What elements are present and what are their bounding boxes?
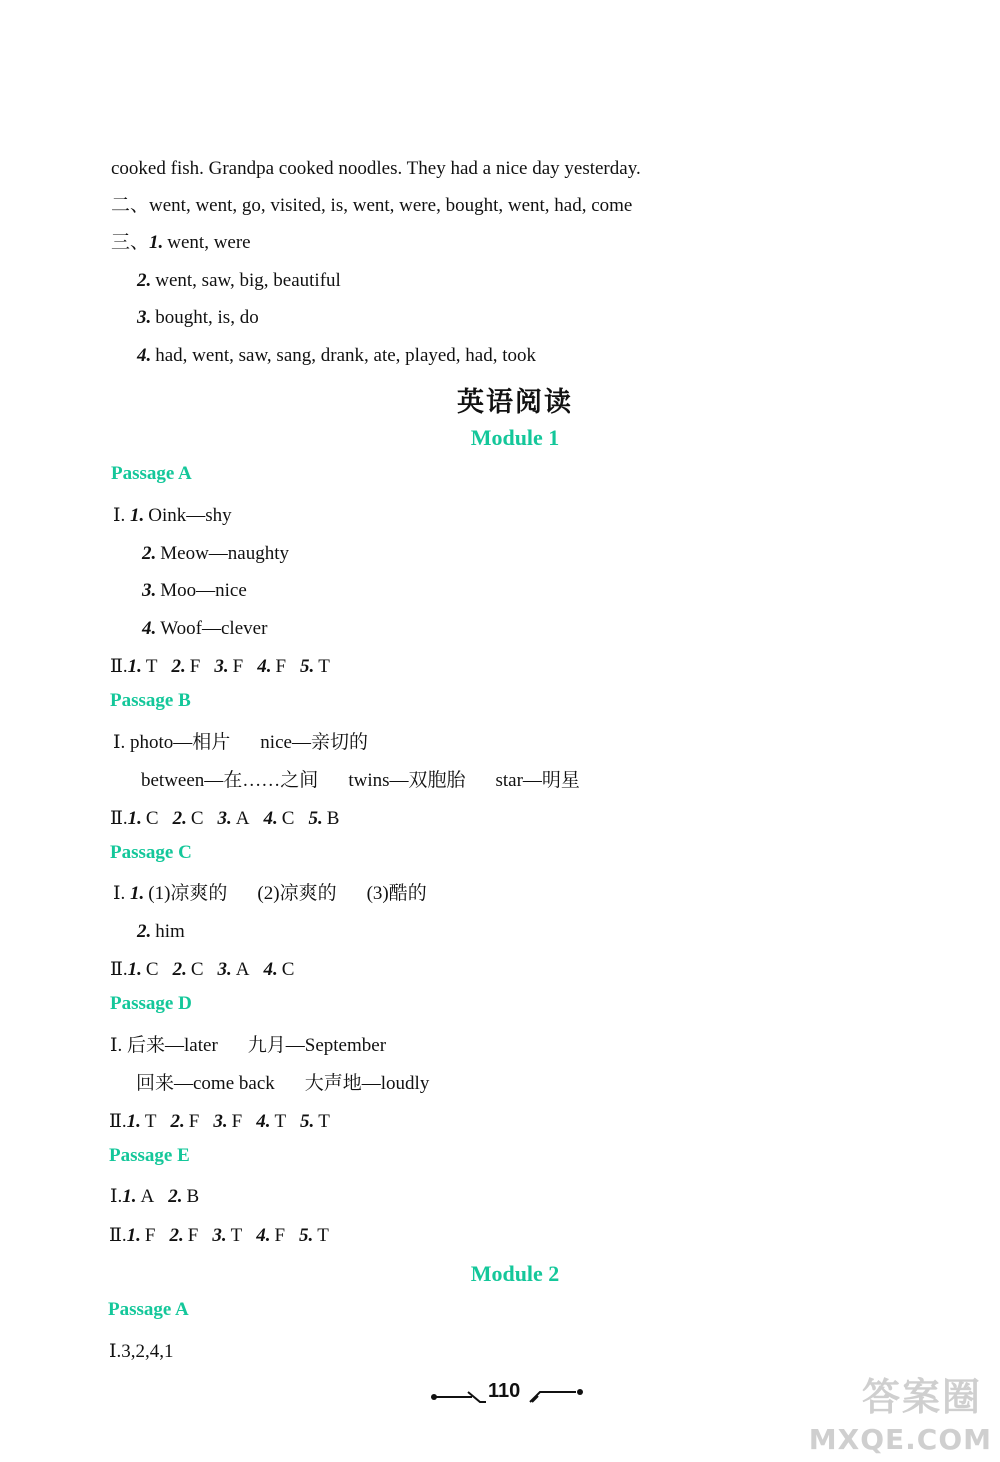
item-number: 1. xyxy=(122,1186,137,1207)
answer-value: C xyxy=(281,808,295,829)
answer-value: C xyxy=(190,959,204,980)
item-number: 3. xyxy=(217,959,232,980)
section-3-item xyxy=(111,231,251,255)
item-number: 4. xyxy=(257,656,272,677)
item-number: 1. xyxy=(149,232,164,253)
answer-text: Oink—shy xyxy=(148,505,232,526)
item-number: 2. xyxy=(172,959,187,980)
roman-label: Ⅱ. xyxy=(109,1111,127,1132)
item-number: 4. xyxy=(263,808,278,829)
section-3-item xyxy=(137,344,536,368)
answer-text: (3)酷的 xyxy=(366,883,427,904)
item-number: 3. xyxy=(142,580,157,601)
page-title: 英语阅读 xyxy=(457,387,573,418)
roman-label: Ⅰ. xyxy=(113,505,126,526)
item-number: 3. xyxy=(214,656,229,677)
answer-value: T xyxy=(230,1225,243,1246)
item-number: 2. xyxy=(170,1111,185,1132)
item-number: 5. xyxy=(299,1225,314,1246)
vocab-pair: nice—亲切的 xyxy=(260,732,368,753)
item-number: 5. xyxy=(300,1111,315,1132)
item-number: 4. xyxy=(263,959,278,980)
passage-heading: Passage D xyxy=(110,993,192,1014)
answer-value: F xyxy=(189,656,201,677)
vocab-pair: 后来—later xyxy=(127,1035,218,1056)
answer-line xyxy=(141,769,580,793)
intro-line: cooked fish. Grandpa cooked noodles. They had a nice day yesterday. xyxy=(111,158,641,179)
item-number: 3. xyxy=(217,808,232,829)
item-number: 4. xyxy=(256,1111,271,1132)
answer-line xyxy=(110,958,294,982)
answer-line xyxy=(109,1110,330,1134)
item-number: 3. xyxy=(213,1111,228,1132)
passage-heading: Passage B xyxy=(110,690,191,711)
answer-value: B xyxy=(326,808,340,829)
module-heading: Module 2 xyxy=(470,1261,560,1286)
answer-value: T xyxy=(144,1111,157,1132)
answer-line xyxy=(109,1340,174,1364)
section-label: 三、 xyxy=(111,232,150,253)
answer-line xyxy=(113,504,232,528)
vocab-pair: 大声地—loudly xyxy=(304,1073,430,1094)
answer-line xyxy=(113,731,368,755)
item-number: 4. xyxy=(137,345,152,366)
roman-label: Ⅱ. xyxy=(109,1225,127,1246)
roman-label: Ⅱ. xyxy=(110,808,128,829)
item-number: 5. xyxy=(308,808,323,829)
answer-line xyxy=(142,579,247,603)
passage-heading: Passage E xyxy=(109,1145,190,1166)
answer-line xyxy=(110,807,339,831)
item-number: 5. xyxy=(300,656,315,677)
section-3-item xyxy=(137,269,341,293)
answer-value: T xyxy=(145,656,158,677)
watermark-url: MXQE.COM xyxy=(808,1423,992,1456)
roman-label: Ⅱ. xyxy=(110,656,128,677)
answer-line xyxy=(110,1034,386,1058)
passage-heading: Passage A xyxy=(108,1299,189,1320)
answer-value: C xyxy=(145,808,159,829)
answer-text: went, saw, big, beautiful xyxy=(155,270,341,291)
item-number: 1. xyxy=(127,959,142,980)
vocab-pair: photo—相片 xyxy=(130,732,231,753)
answer-text: (1)凉爽的 xyxy=(148,883,228,904)
watermark-text: 答案圈 xyxy=(861,1375,982,1419)
answer-value: A xyxy=(140,1186,155,1207)
item-number: 3. xyxy=(212,1225,227,1246)
item-number: 1. xyxy=(130,505,145,526)
answer-value: C xyxy=(281,959,295,980)
answer-text: (2)凉爽的 xyxy=(257,883,337,904)
item-number: 1. xyxy=(127,656,142,677)
answer-text: had, went, saw, sang, drank, ate, played, had, took xyxy=(155,345,537,366)
answer-value: A xyxy=(235,959,250,980)
answer-text: him xyxy=(155,921,185,942)
vocab-pair: twins—双胞胎 xyxy=(348,770,466,791)
answer-line xyxy=(110,1185,199,1209)
answer-value: T xyxy=(317,1225,329,1246)
answer-value: B xyxy=(186,1186,200,1207)
answer-text: Meow—naughty xyxy=(160,543,290,564)
answer-value: F xyxy=(187,1225,199,1246)
answer-value: T xyxy=(318,1111,330,1132)
passage-heading: Passage C xyxy=(110,842,192,863)
vocab-pair: star—明星 xyxy=(495,770,580,791)
item-number: 1. xyxy=(126,1111,141,1132)
item-number: 4. xyxy=(142,618,157,639)
answer-line xyxy=(142,542,289,566)
item-number: 2. xyxy=(137,270,152,291)
answer-text: went, were xyxy=(167,232,251,253)
answer-line xyxy=(137,920,185,944)
answer-value: C xyxy=(190,808,204,829)
answer-text: 3,2,4,1 xyxy=(121,1341,174,1362)
answer-value: F xyxy=(231,1111,243,1132)
page-number: 110 xyxy=(488,1380,521,1402)
answer-line xyxy=(109,1224,329,1248)
answer-text: went, went, go, visited, is, went, were, bought, went, had, come xyxy=(149,195,633,216)
answer-line xyxy=(142,617,267,641)
item-number: 1. xyxy=(126,1225,141,1246)
answer-line xyxy=(136,1072,429,1096)
answer-line xyxy=(113,882,427,906)
answer-value: T xyxy=(274,1111,287,1132)
vocab-pair: 回来—come back xyxy=(136,1073,275,1094)
item-number: 2. xyxy=(137,921,152,942)
roman-label: Ⅰ. xyxy=(110,1186,123,1207)
roman-label: Ⅰ. xyxy=(109,1341,122,1362)
answer-text: Woof—clever xyxy=(160,618,268,639)
answer-text: bought, is, do xyxy=(155,307,259,328)
item-number: 3. xyxy=(137,307,152,328)
answer-value: A xyxy=(235,808,250,829)
watermark xyxy=(808,1366,992,1456)
item-number: 2. xyxy=(171,656,186,677)
section-3-item xyxy=(137,306,259,330)
item-number: 4. xyxy=(256,1225,271,1246)
answer-value: F xyxy=(232,656,244,677)
roman-label: Ⅰ. xyxy=(110,1035,123,1056)
roman-label: Ⅰ. xyxy=(113,732,126,753)
page-footer xyxy=(430,1380,590,1410)
roman-label: Ⅰ. xyxy=(113,883,126,904)
answer-value: C xyxy=(145,959,159,980)
answer-line xyxy=(110,655,330,679)
roman-label: Ⅱ. xyxy=(110,959,128,980)
passage-heading: Passage A xyxy=(111,463,192,484)
module-heading: Module 1 xyxy=(470,425,560,450)
answer-value: F xyxy=(144,1225,156,1246)
vocab-pair: between—在……之间 xyxy=(141,770,319,791)
answer-value: F xyxy=(274,1225,286,1246)
section-2-answers xyxy=(111,194,632,218)
answer-value: F xyxy=(188,1111,200,1132)
section-label: 二、 xyxy=(111,195,150,216)
item-number: 2. xyxy=(172,808,187,829)
answer-value: T xyxy=(318,656,330,677)
item-number: 1. xyxy=(127,808,142,829)
item-number: 2. xyxy=(168,1186,183,1207)
item-number: 2. xyxy=(142,543,157,564)
answer-value: F xyxy=(275,656,287,677)
item-number: 1. xyxy=(130,883,145,904)
answer-text: Moo—nice xyxy=(160,580,247,601)
vocab-pair: 九月—September xyxy=(247,1035,387,1056)
item-number: 2. xyxy=(169,1225,184,1246)
